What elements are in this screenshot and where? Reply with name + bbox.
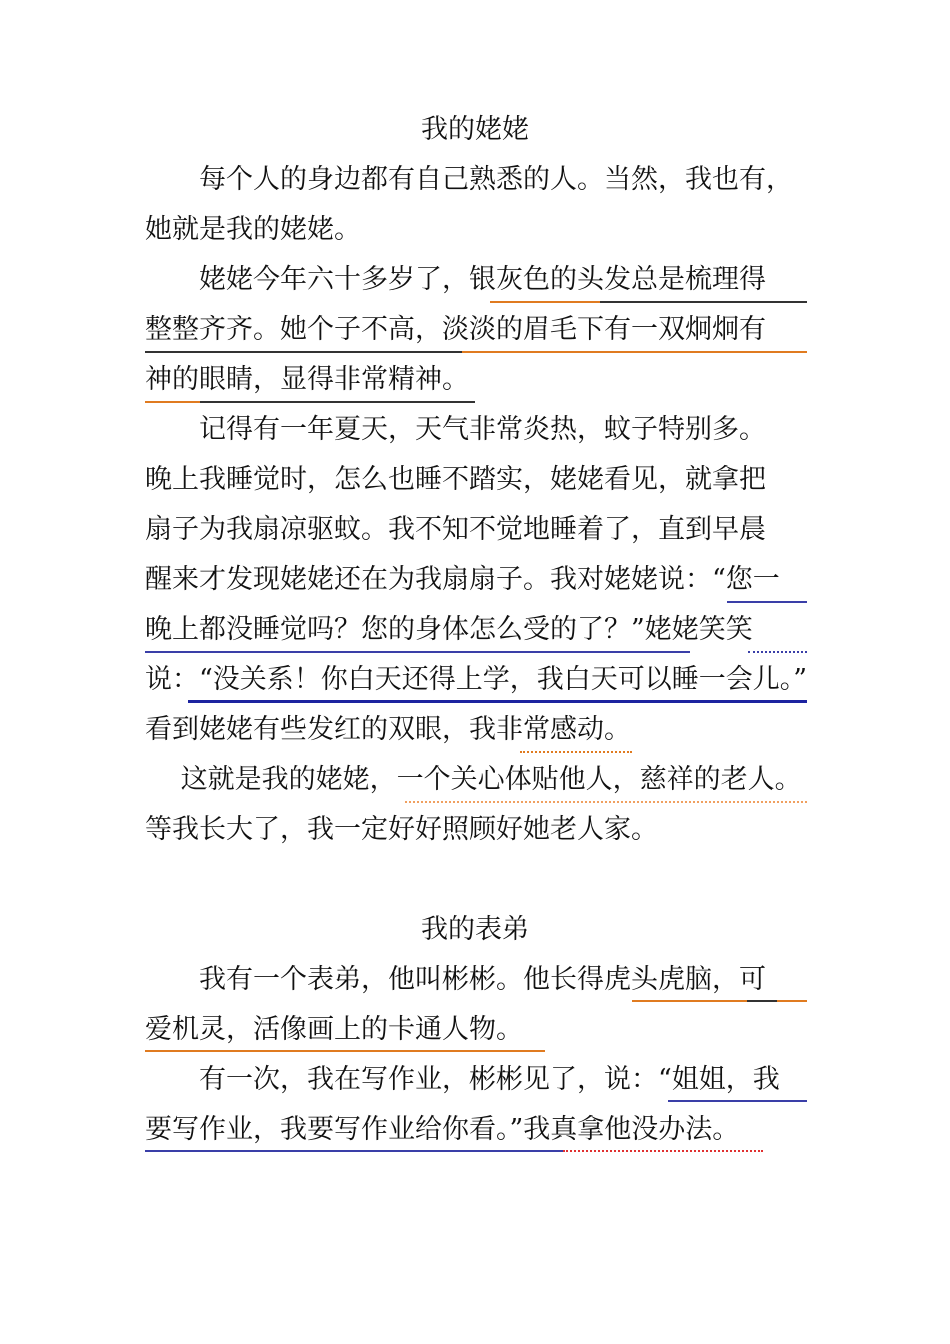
annotation-underline <box>200 401 475 403</box>
essay-2-line: 爱机灵，活像画上的卡通人物。 <box>145 1014 523 1045</box>
annotation-underline <box>747 1000 777 1002</box>
annotation-underline <box>462 351 807 353</box>
annotation-underline <box>520 751 632 753</box>
essay-2-title: 我的表弟 <box>421 914 529 945</box>
annotation-underline <box>490 301 600 303</box>
essay-1-line: 这就是我的姥姥，一个关心体贴他人，慈祥的老人。 <box>145 764 802 795</box>
essay-1-line: 扇子为我扇凉驱蚊。我不知不觉地睡着了，直到早晨 <box>145 514 766 545</box>
annotation-underline <box>188 700 807 703</box>
annotation-underline <box>632 1000 747 1002</box>
essay-1-line: 姥姥今年六十多岁了，银灰色的头发总是梳理得 <box>145 264 766 295</box>
annotation-underline <box>748 651 807 653</box>
annotation-underline <box>600 301 807 303</box>
essay-2-line: 要写作业，我要写作业给你看。”我真拿他没办法。 <box>145 1114 740 1145</box>
essay-1-line: 每个人的身边都有自己熟悉的人。当然，我也有， <box>145 164 793 195</box>
annotation-underline <box>727 601 807 603</box>
essay-2-line: 有一次，我在写作业，彬彬见了，说：“姐姐，我 <box>145 1064 780 1095</box>
essay-1-line: 晚上我睡觉时，怎么也睡不踏实，姥姥看见，就拿把 <box>145 464 766 495</box>
essay-1-line: 整整齐齐。她个子不高，淡淡的眉毛下有一双炯炯有 <box>145 314 766 345</box>
annotation-underline <box>145 401 200 403</box>
essay-1-title: 我的姥姥 <box>421 114 529 145</box>
annotation-underline <box>145 351 462 353</box>
annotation-underline <box>777 1000 807 1002</box>
essay-1-line: 看到姥姥有些发红的双眼，我非常感动。 <box>145 714 631 745</box>
annotation-underline <box>563 1150 763 1152</box>
essay-1-line: 记得有一年夏天，天气非常炎热，蚊子特别多。 <box>145 414 766 445</box>
essay-1-line: 神的眼睛，显得非常精神。 <box>145 364 469 395</box>
essay-1-line: 说：“没关系！你白天还得上学，我白天可以睡一会儿。” <box>145 664 808 695</box>
essay-1-line: 醒来才发现姥姥还在为我扇扇子。我对姥姥说：“您一 <box>145 564 780 595</box>
annotation-underline <box>405 801 807 803</box>
essay-1-line: 她就是我的姥姥。 <box>145 214 361 245</box>
annotation-underline <box>668 1100 807 1102</box>
annotation-underline <box>145 651 690 653</box>
annotation-underline <box>145 1050 545 1052</box>
essay-1-line: 等我长大了，我一定好好照顾好她老人家。 <box>145 814 658 845</box>
annotation-underline <box>145 1150 563 1152</box>
essay-1-line: 晚上都没睡觉吗？您的身体怎么受的了？”姥姥笑笑 <box>145 614 753 645</box>
essay-2-line: 我有一个表弟，他叫彬彬。他长得虎头虎脑，可 <box>145 964 766 995</box>
